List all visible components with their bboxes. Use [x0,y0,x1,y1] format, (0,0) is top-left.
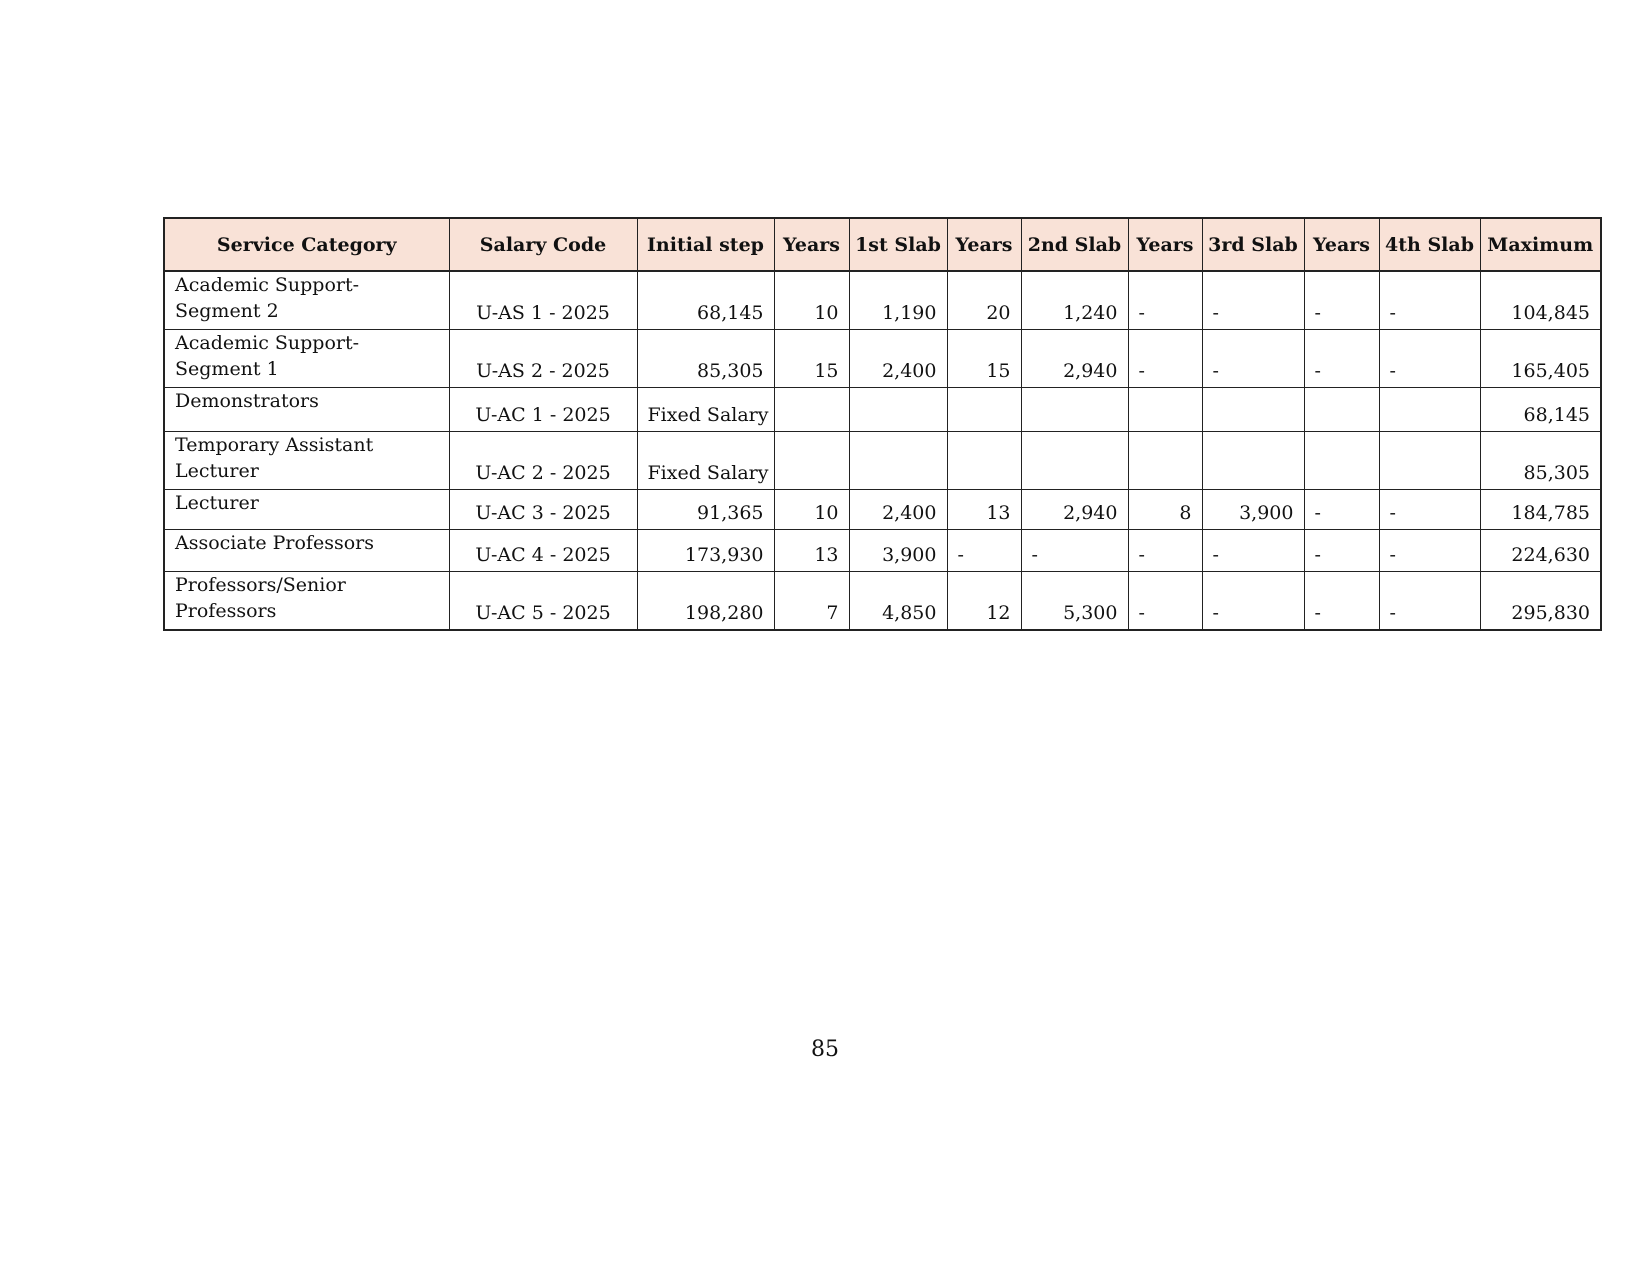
initial-step-cell: 173,930 [637,530,774,572]
salary-code-cell: U-AS 1 - 2025 [449,271,637,330]
years-3-cell [1128,388,1202,432]
service-category-line1: Academic Support- [175,332,360,354]
years-4-cell: - [1304,330,1379,388]
initial-step-cell: 198,280 [637,572,774,631]
maximum-cell: 224,630 [1480,530,1601,572]
years-4-cell [1304,388,1379,432]
slab-4-cell: - [1379,490,1480,530]
maximum-cell: 104,845 [1480,271,1601,330]
years-1-cell: 7 [774,572,849,631]
salary-code-cell: U-AS 2 - 2025 [449,330,637,388]
slab-1-cell: 1,190 [849,271,947,330]
service-category-cell [164,388,449,432]
years-4-cell: - [1304,271,1379,330]
salary-code-cell: U-AC 1 - 2025 [449,388,637,432]
table-row [164,432,1601,490]
page-number: 85 [811,1037,839,1062]
table-row [164,388,1601,432]
years-1-cell: 10 [774,490,849,530]
table-body [164,271,1601,630]
slab-2-cell: 5,300 [1021,572,1128,631]
years-3-cell: - [1128,271,1202,330]
header-4th-slab: 4th Slab [1379,218,1480,271]
header-2nd-slab: 2nd Slab [1021,218,1128,271]
header-row [164,218,1601,271]
maximum-cell: 165,405 [1480,330,1601,388]
slab-4-cell [1379,432,1480,490]
maximum-cell: 68,145 [1480,388,1601,432]
salary-code-cell: U-AC 2 - 2025 [449,432,637,490]
slab-1-cell: 3,900 [849,530,947,572]
service-category-line1: Professors/Senior [175,574,346,596]
table-row [164,572,1601,631]
salary-code-cell: U-AC 4 - 2025 [449,530,637,572]
slab-4-cell: - [1379,271,1480,330]
service-category-line1: Lecturer [175,492,259,514]
header-1st-slab: 1st Slab [849,218,947,271]
slab-1-cell: 2,400 [849,490,947,530]
header-initial-step: Initial step [637,218,774,271]
years-3-cell: 8 [1128,490,1202,530]
slab-3-cell: - [1202,330,1304,388]
slab-2-cell: 1,240 [1021,271,1128,330]
slab-2-cell: - [1021,530,1128,572]
slab-1-cell: 2,400 [849,330,947,388]
years-4-cell: - [1304,572,1379,631]
maximum-cell: 184,785 [1480,490,1601,530]
service-category-line2: Lecturer [175,460,259,482]
header-maximum: Maximum [1480,218,1601,271]
service-category-cell [164,271,449,330]
initial-step-cell: 85,305 [637,330,774,388]
service-category-line2: Professors [175,600,277,622]
years-2-cell: - [947,530,1021,572]
slab-3-cell: - [1202,530,1304,572]
service-category-line2: Segment 2 [175,300,279,322]
salary-code-cell: U-AC 5 - 2025 [449,572,637,631]
slab-4-cell: - [1379,530,1480,572]
slab-3-cell: - [1202,572,1304,631]
years-4-cell: - [1304,490,1379,530]
years-3-cell: - [1128,330,1202,388]
initial-step-cell: Fixed Salary [637,388,774,432]
table-header [164,218,1601,271]
slab-2-cell [1021,432,1128,490]
slab-2-cell: 2,940 [1021,490,1128,530]
service-category-line1: Demonstrators [175,390,319,412]
header-years-1: Years [774,218,849,271]
slab-2-cell: 2,940 [1021,330,1128,388]
slab-4-cell: - [1379,330,1480,388]
slab-3-cell [1202,432,1304,490]
salary-code-cell: U-AC 3 - 2025 [449,490,637,530]
slab-1-cell [849,388,947,432]
years-2-cell: 20 [947,271,1021,330]
years-3-cell: - [1128,572,1202,631]
years-4-cell [1304,432,1379,490]
years-1-cell: 13 [774,530,849,572]
years-1-cell: 10 [774,271,849,330]
header-salary-code: Salary Code [449,218,637,271]
years-2-cell [947,388,1021,432]
table-row [164,490,1601,530]
years-2-cell [947,432,1021,490]
service-category-line2: Segment 1 [175,358,279,380]
service-category-cell [164,530,449,572]
years-1-cell [774,432,849,490]
years-1-cell: 15 [774,330,849,388]
slab-3-cell: - [1202,271,1304,330]
initial-step-cell: 68,145 [637,271,774,330]
service-category-cell [164,490,449,530]
slab-3-cell: 3,900 [1202,490,1304,530]
salary-scale-table [163,217,1602,631]
table-row [164,330,1601,388]
slab-1-cell [849,432,947,490]
years-4-cell: - [1304,530,1379,572]
service-category-cell [164,330,449,388]
header-years-4: Years [1304,218,1379,271]
years-3-cell [1128,432,1202,490]
service-category-cell [164,432,449,490]
service-category-line1: Academic Support- [175,274,360,296]
table-row [164,530,1601,572]
initial-step-cell: 91,365 [637,490,774,530]
maximum-cell: 295,830 [1480,572,1601,631]
slab-1-cell: 4,850 [849,572,947,631]
initial-step-cell: Fixed Salary [637,432,774,490]
header-service-category: Service Category [164,218,449,271]
years-2-cell: 12 [947,572,1021,631]
years-2-cell: 15 [947,330,1021,388]
slab-4-cell [1379,388,1480,432]
table-row [164,271,1601,330]
service-category-line1: Temporary Assistant [175,434,374,456]
service-category-cell [164,572,449,631]
slab-3-cell [1202,388,1304,432]
years-1-cell [774,388,849,432]
header-years-2: Years [947,218,1021,271]
service-category-line1: Associate Professors [175,532,374,554]
header-years-3: Years [1128,218,1202,271]
slab-2-cell [1021,388,1128,432]
years-2-cell: 13 [947,490,1021,530]
years-3-cell: - [1128,530,1202,572]
maximum-cell: 85,305 [1480,432,1601,490]
slab-4-cell: - [1379,572,1480,631]
header-3rd-slab: 3rd Slab [1202,218,1304,271]
